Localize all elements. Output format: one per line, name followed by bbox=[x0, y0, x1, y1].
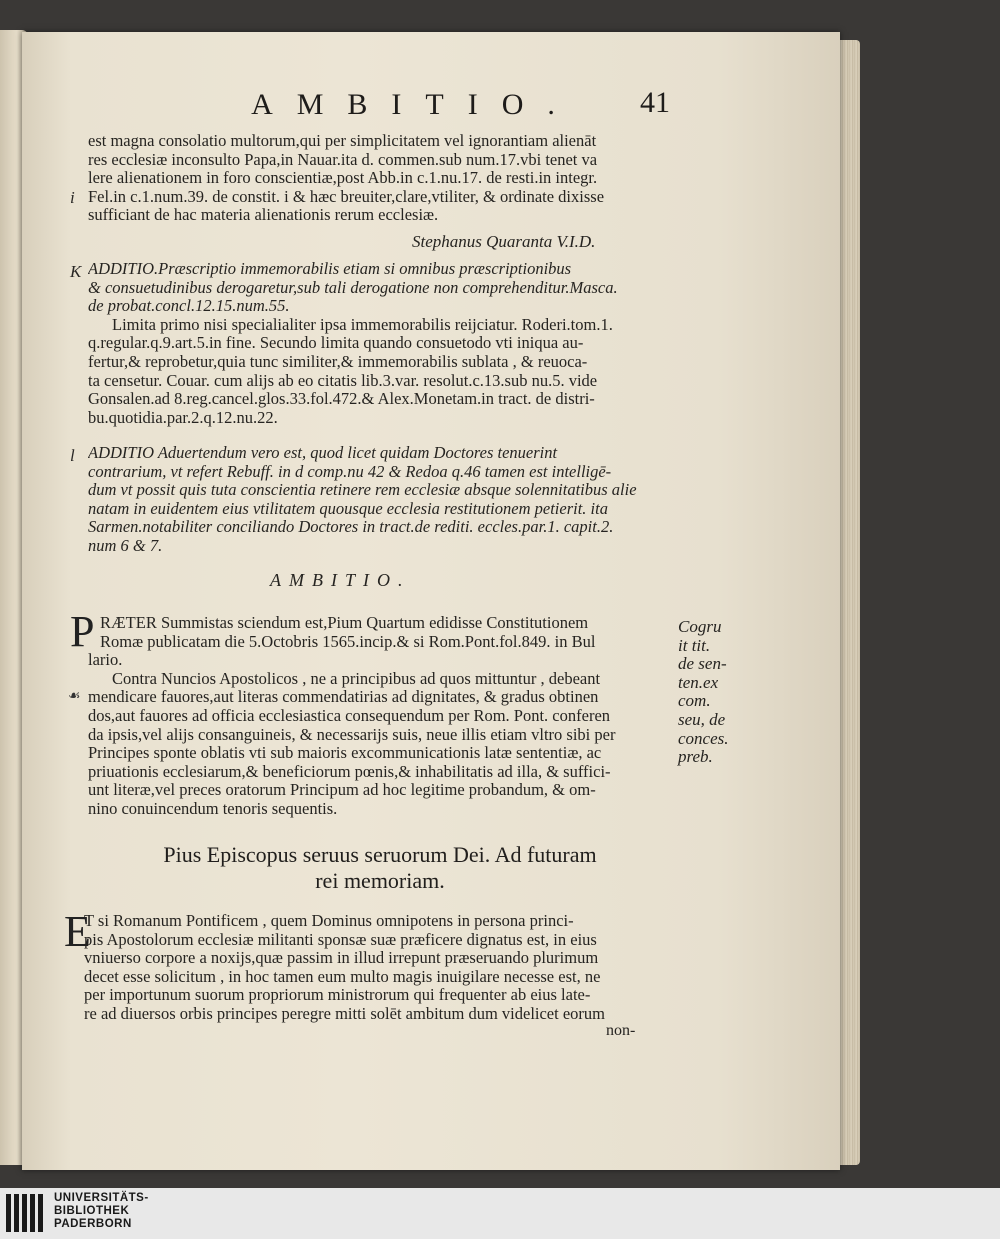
text-line: ADDITIO.Præscriptio immemorabilis etiam si omnibus præscriptionibus bbox=[88, 260, 572, 278]
logo-line: PADERBORN bbox=[54, 1218, 132, 1230]
paragraph-et-si bbox=[84, 912, 680, 1024]
text-line: lario. bbox=[88, 651, 123, 670]
logo-line: BIBLIOTHEK bbox=[54, 1205, 130, 1217]
text-line: natam in euidentem eius vtilitatem quousque ecclesia restitutionem petierit. ita bbox=[88, 499, 608, 518]
text-line: re ad diuersos orbis principes peregre mitti solēt ambitum dum videlicet eorum bbox=[84, 1004, 605, 1023]
margin-note-line: conces. bbox=[678, 728, 729, 748]
text-line: de probat.concl.12.15.num.55. bbox=[88, 297, 290, 316]
text-line: q.regular.q.9.art.5.in fine. Secundo limita quando consuetodo vti iniqua au- bbox=[88, 334, 584, 353]
paragraph-additio-k bbox=[88, 260, 680, 427]
ornament-icon: ☙ bbox=[68, 689, 81, 704]
text-line: dos,aut fauores ad officia ecclesiastica consequendum per Rom. Pont. conferen bbox=[88, 706, 611, 725]
running-title: AMBITIO. bbox=[251, 88, 579, 121]
margin-note-line: com. bbox=[678, 691, 711, 711]
text-line: res ecclesiæ inconsulto Papa,in Nauar.ita d. commen.sub num.17.vbi tenet va bbox=[88, 150, 598, 169]
text-line: & consuetudinibus derogaretur,sub tali derogatione non comprehenditur.Masca. bbox=[88, 278, 618, 297]
text-line: vniuerso corpore a noxijs,quæ passim in illud irrepunt præseruando plurimum bbox=[84, 949, 599, 968]
paragraph-praeter bbox=[88, 614, 675, 819]
text-line: RÆTER Summistas sciendum est,Pium Quartum edidisse Constitutionem bbox=[100, 614, 589, 632]
signature: Stephanus Quaranta V.I.D. bbox=[412, 232, 596, 251]
bull-title-line: Pius Episcopus seruus seruorum Dei. Ad futuram bbox=[163, 842, 597, 867]
library-footer bbox=[0, 1188, 1000, 1239]
library-logo-text bbox=[54, 1192, 149, 1231]
margin-note-line: seu, de bbox=[678, 709, 726, 729]
margin-note-line: preb. bbox=[678, 747, 713, 767]
text-line: dum vt possit quis tuta conscientia retinere rem ecclesiæ absque solennitatibus alie bbox=[88, 481, 637, 500]
text-line: fertur,& reprobetur,quia tunc similiter,& immemorabilis sublata , & reuoca- bbox=[88, 352, 588, 371]
text-line: Fel.in c.1.num.39. de constit. i & hæc breuiter,clare,vtiliter, & ordinate dixisse bbox=[88, 187, 605, 206]
note-marker-i: i bbox=[70, 188, 75, 207]
text-line: mendicare fauores,aut literas commendatirias ad dignitates, & gradus obtinen bbox=[88, 688, 599, 707]
text-line: per importunum suorum propriorum ministrorum qui frequenter ab eius late- bbox=[84, 986, 591, 1005]
bull-title bbox=[90, 842, 670, 894]
text-line: Contra Nuncios Apostolicos , ne a principibus ad quos mittuntur , debeant bbox=[112, 669, 601, 688]
logo-line: UNIVERSITÄTS- bbox=[54, 1192, 149, 1204]
text-line: est magna consolatio multorum,qui per simplicitatem vel ignorantiam alienāt bbox=[88, 132, 597, 150]
text-line: priuationis ecclesiarum,& beneficiorum pœnis,& inhabilitatis ad illa, & suffici- bbox=[88, 762, 611, 781]
margin-note-line: de sen- bbox=[678, 654, 727, 674]
text-line: Gonsalen.ad 8.reg.cancel.glos.33.fol.472.& Alex.Monetam.in tract. de distri- bbox=[88, 390, 595, 409]
page-number: 41 bbox=[640, 86, 670, 119]
paragraph-alienation bbox=[88, 132, 680, 225]
note-marker-l: l bbox=[70, 446, 75, 465]
margin-note bbox=[678, 618, 748, 767]
drop-cap-e: E bbox=[64, 907, 91, 956]
text-line: num 6 & 7. bbox=[88, 536, 163, 555]
text-line: decet esse solicitum , in hoc tamen eum multo magis inuigilare necesse est, ne bbox=[84, 967, 601, 986]
text-line: pis Apostolorum ecclesiæ militanti sponsæ suæ præficere dignatus est, in eius bbox=[84, 930, 597, 949]
text-line: Limita primo nisi specialialiter ipsa immemorabilis reijciatur. Roderi.tom.1. bbox=[112, 315, 613, 334]
margin-note-line: it tit. bbox=[678, 635, 711, 655]
catchword: non- bbox=[606, 1022, 636, 1039]
text-line: unt literæ,vel preces oratorum Principum ad hoc legitime probandum, & om- bbox=[88, 781, 596, 800]
text-line: Romæ publicatam die 5.Octobris 1565.incip.& si Rom.Pont.fol.849. in Bul bbox=[100, 632, 596, 651]
library-logo-icon bbox=[6, 1194, 44, 1232]
bull-title-line: rei memoriam. bbox=[315, 868, 445, 893]
text-line: Sarmen.notabiliter conciliando Doctores in tract.de rediti. eccles.par.1. capit.2. bbox=[88, 518, 614, 537]
text-line: ADDITIO Aduertendum vero est, quod licet quidam Doctores tenuerint bbox=[88, 444, 558, 462]
note-marker-k: K bbox=[70, 262, 82, 281]
text-line: bu.quotidia.par.2.q.12.nu.22. bbox=[88, 408, 278, 427]
margin-note-line: ten.ex bbox=[678, 672, 719, 692]
text-line: contrarium, vt refert Rebuff. in d comp.nu 42 & Redoa q.46 tamen est intelligē- bbox=[88, 462, 612, 481]
text-line: ta censetur. Couar. cum alijs ab eo citatis lib.3.var. resolut.c.13.sub nu.5. vide bbox=[88, 371, 598, 390]
text-line: sufficiant de hac materia alienationis rerum ecclesiæ. bbox=[88, 206, 439, 225]
text-line: nino conuincendum tenoris sequentis. bbox=[88, 799, 338, 818]
page-edges bbox=[838, 40, 860, 1165]
paragraph-additio-l bbox=[88, 444, 680, 556]
text-line: da ipsis,vel alijs consanguineis, & necessarijs suis, neue illis etiam vltro sibi per bbox=[88, 725, 616, 744]
text-line: Principes sponte oblatis vti sub maioris excommunicationis latæ sententiæ, ac bbox=[88, 744, 602, 763]
section-heading: AMBITIO. bbox=[270, 570, 411, 590]
text-line: lere alienationem in foro conscientiæ,post Abb.in c.1.nu.17. de resti.in integr. bbox=[88, 169, 598, 188]
drop-cap-p: P bbox=[70, 607, 95, 656]
text-line: T si Romanum Pontificem , quem Dominus omnipotens in persona princi- bbox=[84, 912, 574, 930]
margin-note-line: Cogru bbox=[678, 617, 722, 636]
